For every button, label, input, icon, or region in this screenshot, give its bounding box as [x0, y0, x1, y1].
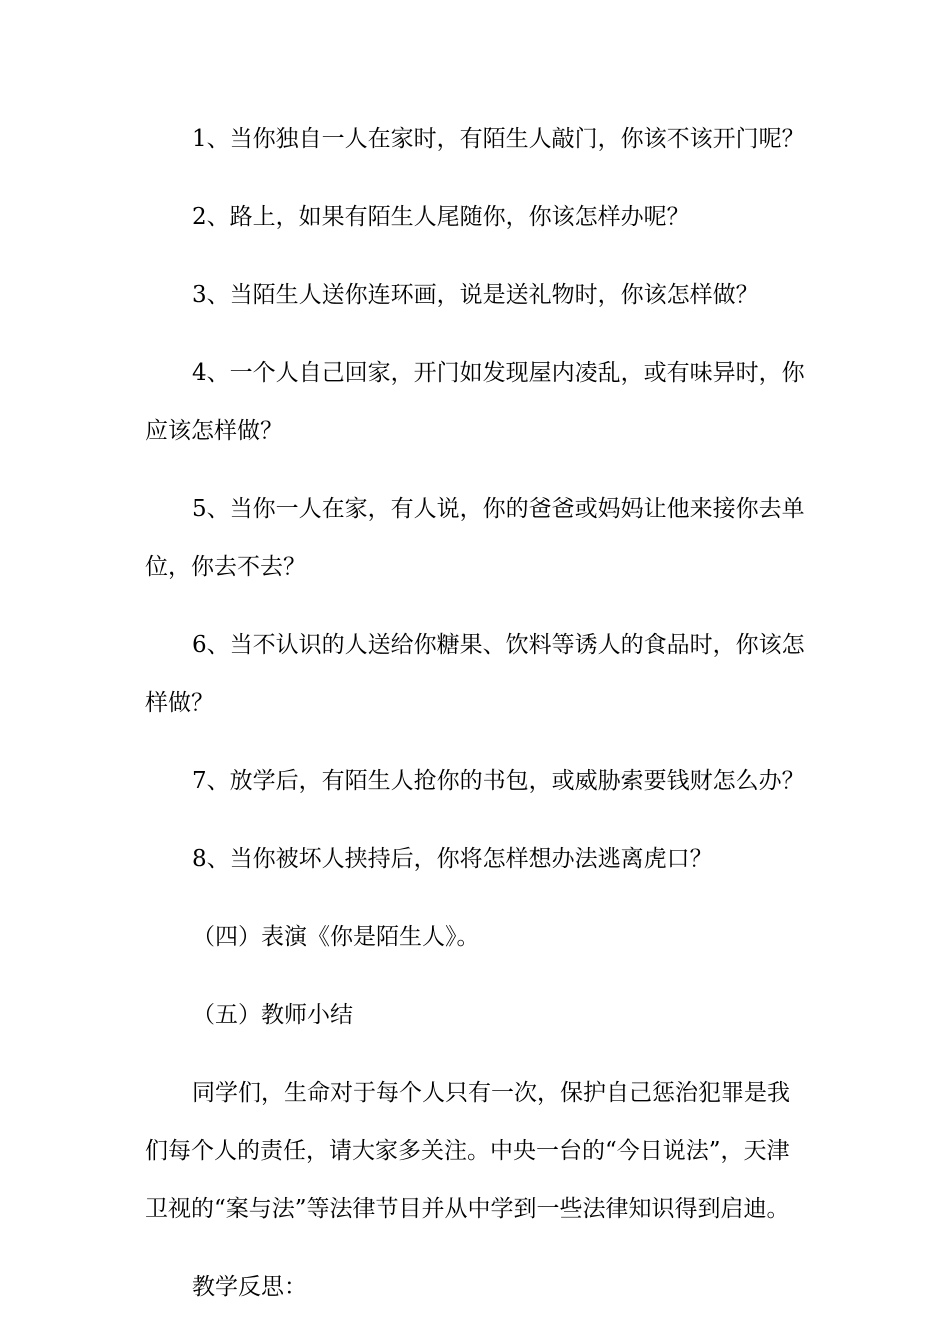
question-1: 1、当你独自一人在家时，有陌生人敲门，你该不该开门呢？	[192, 126, 805, 152]
section-teacher-summary: （五）教师小结	[192, 1002, 353, 1028]
question-7: 7、放学后，有陌生人抢你的书包，或威胁索要钱财怎么办？	[192, 768, 805, 794]
question-4: 4、一个人自己回家，开门如发现屋内凌乱，或有味异时，你应该怎样做？	[145, 360, 805, 444]
question-3: 3、当陌生人送你连环画，说是送礼物时，你该怎样做？	[192, 282, 759, 308]
question-8: 8、当你被坏人挟持后，你将怎样想办法逃离虎口？	[192, 846, 713, 872]
section-performance: （四）表演《你是陌生人》。	[192, 924, 480, 950]
question-6: 6、当不认识的人送给你糖果、饮料等诱人的食品时，你该怎样做？	[145, 632, 805, 716]
question-5: 5、当你一人在家，有人说，你的爸爸或妈妈让他来接你去单位，你去不去？	[145, 496, 805, 580]
summary-paragraph: 同学们，生命对于每个人只有一次，保护自己惩治犯罪是我们每个人的责任，请大家多关注。中央一台的“今日说法”，天津卫视的“案与法”等法律节目并从中学到一些法律知识得到启迪。	[145, 1080, 790, 1222]
question-2: 2、路上，如果有陌生人尾随你，你该怎样办呢？	[192, 204, 690, 230]
document-body	[145, 110, 805, 1336]
teaching-reflection-heading: 教学反思：	[192, 1274, 307, 1300]
